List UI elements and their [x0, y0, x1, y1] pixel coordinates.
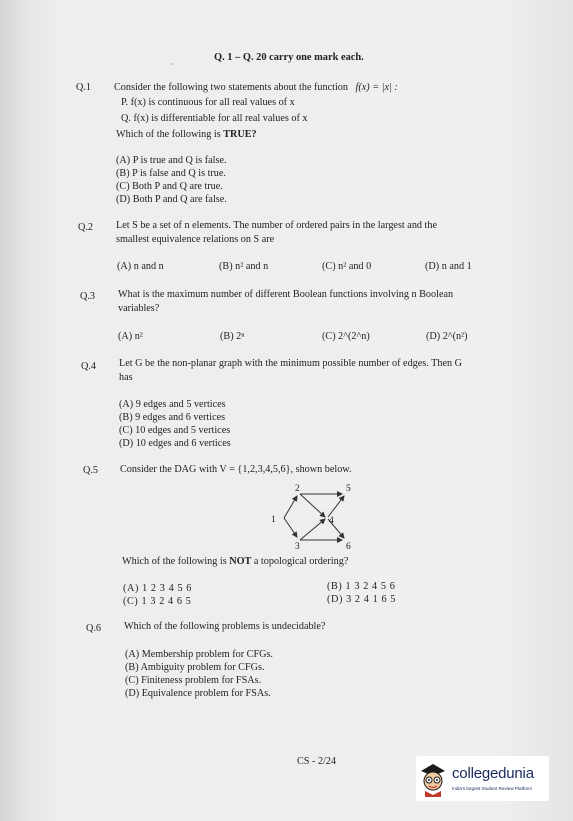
q1-stem — [114, 82, 398, 94]
q3-line2: variables? — [118, 303, 160, 314]
q5-option-a: (A) 1 2 3 4 5 6 — [123, 583, 192, 594]
q2-option-d: (D) n and 1 — [425, 261, 472, 272]
edge-3-4 — [300, 519, 325, 540]
edge-1-2 — [284, 496, 297, 518]
q1-ask-text: Which of the following is — [116, 129, 221, 140]
mascot-icon — [418, 761, 448, 797]
logo-tagline: India's largest Student Review Platform — [452, 786, 533, 791]
q5-line1: Consider the DAG with V = {1,2,3,4,5,6}, shown below. — [120, 464, 352, 475]
q1-option-a: (A) P is true and Q is false. — [116, 155, 227, 166]
q1-ask-emph: TRUE? — [223, 129, 257, 140]
q6-option-b: (B) Ambiguity problem for CFGs. — [125, 662, 265, 673]
node-1: 1 — [271, 515, 276, 525]
q4-option-d: (D) 10 edges and 6 vertices — [119, 438, 231, 449]
node-2: 2 — [295, 484, 300, 494]
edge-1-3 — [284, 518, 297, 537]
q5-ask-c: a topological ordering? — [253, 556, 349, 567]
q1-statement-p: P. f(x) is continuous for all real values of x — [121, 97, 295, 108]
q2-option-b: (B) n² and n — [219, 261, 269, 272]
q6-line1: Which of the following problems is undecidable? — [124, 621, 326, 632]
section-header: Q. 1 – Q. 20 carry one mark each. — [214, 52, 364, 63]
q5-option-c: (C) 1 3 2 4 6 5 — [123, 596, 192, 607]
q1-option-d: (D) Both P and Q are false. — [116, 194, 227, 205]
q3-number: Q.3 — [80, 291, 95, 302]
q2-option-a: (A) n and n — [117, 261, 164, 272]
q4-line2: has — [119, 372, 133, 383]
q1-option-c: (C) Both P and Q are true. — [116, 181, 223, 192]
q6-option-c: (C) Finiteness problem for FSAs. — [125, 675, 262, 686]
node-4: 4 — [329, 516, 334, 526]
collegedunia-logo — [416, 756, 549, 801]
node-3: 3 — [295, 542, 300, 550]
node-6: 6 — [346, 542, 351, 550]
q2-line2: smallest equivalence relations on S are — [116, 234, 275, 245]
q1-stem-text: Consider the following two statements about the function — [114, 82, 348, 93]
q3-option-a: (A) n² — [118, 331, 143, 342]
logo-name: collegedunia — [452, 765, 534, 782]
q6-option-d: (D) Equivalence problem for FSAs. — [125, 688, 271, 699]
q5-number: Q.5 — [83, 465, 98, 476]
q5-option-d: (D) 3 2 4 1 6 5 — [327, 594, 396, 605]
q5-option-b: (B) 1 3 2 4 5 6 — [327, 581, 396, 592]
q1-option-b: (B) P is false and Q is true. — [116, 168, 226, 179]
q4-option-c: (C) 10 edges and 5 vertices — [119, 425, 231, 436]
q2-option-c: (C) n² and 0 — [322, 261, 372, 272]
q3-option-b: (B) 2ⁿ — [220, 331, 245, 342]
q1-ask — [116, 129, 257, 141]
q2-number: Q.2 — [78, 222, 93, 233]
dag-diagram — [262, 484, 362, 550]
q3-option-c: (C) 2^(2^n) — [322, 331, 370, 342]
q1-function: f(x) = |x| : — [355, 82, 398, 93]
q4-option-a: (A) 9 edges and 5 vertices — [119, 399, 226, 410]
q4-option-b: (B) 9 edges and 6 vertices — [119, 412, 226, 423]
q4-line1: Let G be the non-planar graph with the minimum possible number of edges. Then G — [119, 358, 462, 369]
q3-line1: What is the maximum number of different Boolean functions involving n Boolean — [118, 289, 454, 300]
q3-option-d: (D) 2^(n²) — [426, 331, 468, 342]
q1-number: Q.1 — [76, 82, 91, 93]
edge-2-4 — [300, 494, 325, 517]
q1-statement-q: Q. f(x) is differentiable for all real values of x — [121, 113, 308, 124]
stray-mark: · — [171, 60, 174, 69]
q5-ask — [122, 556, 348, 568]
q5-ask-emph: NOT — [229, 556, 252, 567]
page-footer: CS - 2/24 — [297, 756, 337, 767]
q6-option-a: (A) Membership problem for CFGs. — [125, 649, 273, 660]
node-5: 5 — [346, 484, 351, 494]
q5-ask-a: Which of the following is — [122, 556, 227, 567]
q4-number: Q.4 — [81, 361, 96, 372]
q2-line1: Let S be a set of n elements. The number of ordered pairs in the largest and the — [116, 220, 437, 231]
edge-4-5 — [328, 496, 344, 517]
q6-number: Q.6 — [86, 623, 101, 634]
